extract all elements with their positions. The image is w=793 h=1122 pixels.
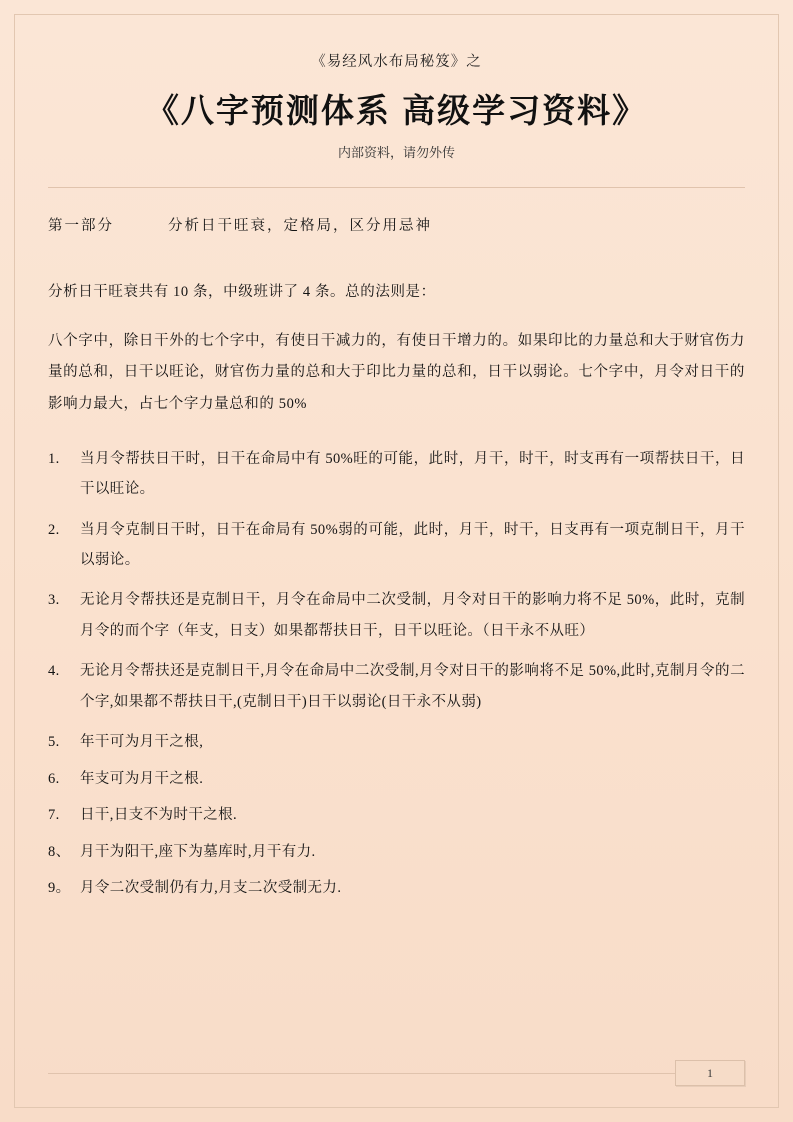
confidential-note: 内部资料，请勿外传 (337, 145, 455, 160)
document-content (48, 50, 745, 909)
list-item-text: 当月令克制日干时，日干在命局有 50%弱的可能，此时，月干，时干，日支再有一项克制日干，月干以弱论。 (80, 521, 745, 568)
list-item (48, 515, 745, 576)
document-series-title: 《易经风水布局秘笈》之 (311, 54, 482, 70)
list-item (48, 764, 745, 794)
list-item (48, 444, 745, 505)
list-item-text: 日干,日支不为时干之根. (80, 807, 238, 824)
page-number: 1 (675, 1060, 745, 1086)
list-item-text: 月干为阳干,座下为墓库时,月干有力. (80, 843, 316, 860)
list-item (48, 873, 745, 903)
page-title: 《八字预测体系 高级学习资料》 (145, 92, 648, 129)
list-item (48, 800, 745, 830)
list-item-number: 8、 (48, 843, 71, 860)
list-item (48, 727, 745, 757)
list-item-number: 5. (48, 734, 60, 751)
section-label: 第一部分 (48, 218, 114, 234)
list-item-text: 月令二次受制仍有力,月支二次受制无力. (80, 879, 342, 896)
list-item-number: 3. (48, 592, 60, 609)
list-item-number: 4. (48, 663, 60, 680)
list-item-text: 无论月令帮扶还是克制日干,月令在命局中二次受制,月令对日干的影响将不足 50%,此时,克制月令的二个字,如果都不帮扶日干,(克制日干)日干以弱论(日干永不从弱) (80, 663, 745, 710)
rules-list (48, 444, 745, 904)
paragraph-intro: 分析日干旺衰共有 10 条，中级班讲了 4 条。总的法则是： (48, 284, 436, 300)
header-divider (48, 187, 745, 188)
list-item (48, 837, 745, 867)
paragraph-principle: 八个字中，除日干外的七个字中，有使日干减力的，有使日干增力的。如果印比的力量总和大于财官伤力量的总和，日干以旺论，财官伤力量的总和大于印比力量的总和，日干以弱论。七个字中，月令对日干的影响力最大，占七个字力量总和的 50% (48, 333, 745, 412)
list-item-number: 7. (48, 807, 60, 824)
list-item-text: 无论月令帮扶还是克制日干，月令在命局中二次受制，月令对日干的影响力将不足 50%，此时，克制月令的而个字（年支，日支）如果都帮扶日干，日干以旺论。（日干永不从旺） (80, 592, 745, 639)
list-item (48, 585, 745, 646)
list-item-number: 2. (48, 521, 60, 538)
list-item-number: 9。 (48, 879, 71, 896)
section-title: 分析日干旺衰，定格局，区分用忌神 (168, 218, 432, 234)
list-item-text: 年干可为月干之根, (80, 734, 204, 751)
list-item-number: 1. (48, 450, 60, 467)
list-item (48, 656, 745, 717)
page-footer (48, 1065, 745, 1100)
section-heading (48, 214, 745, 235)
list-item-number: 6. (48, 770, 60, 787)
list-item-text: 年支可为月干之根. (80, 770, 204, 787)
list-item-text: 当月令帮扶日干时，日干在命局中有 50%旺的可能，此时，月干，时干，时支再有一项帮扶日干，日干以旺论。 (80, 450, 745, 498)
